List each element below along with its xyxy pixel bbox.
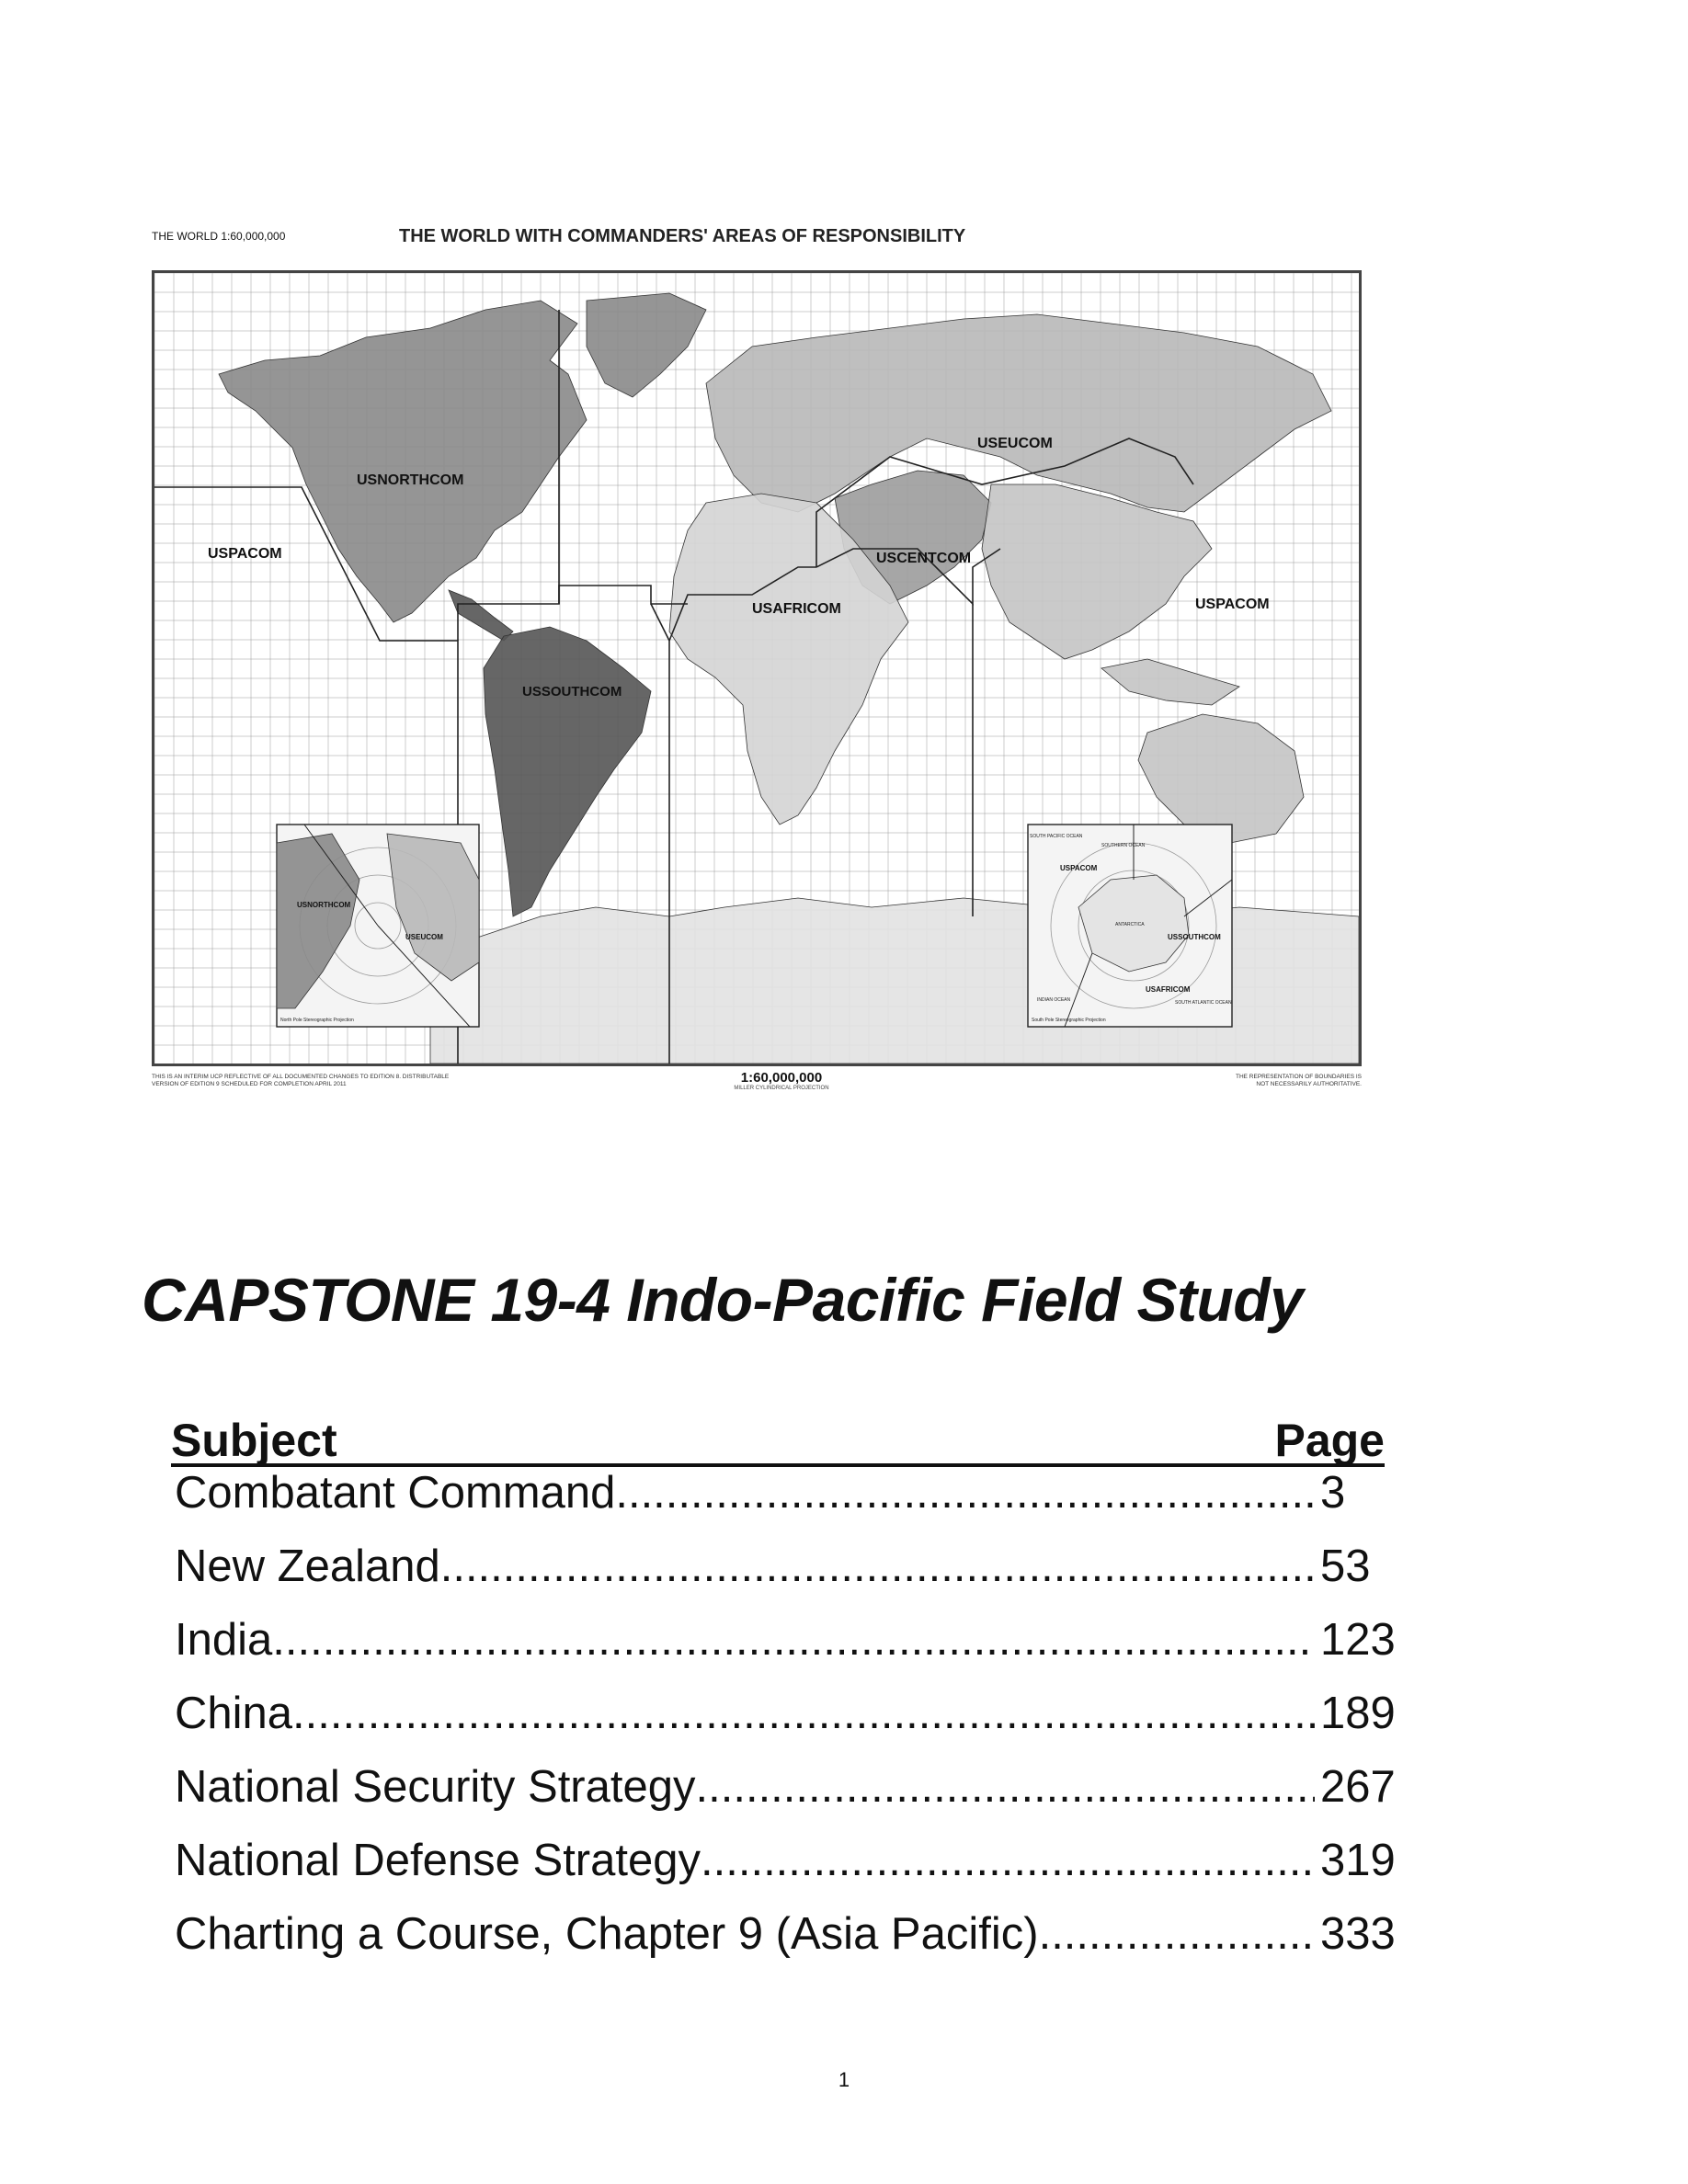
table-of-contents [171, 1405, 1412, 1982]
inset-south-label-south-pacific: SOUTH PACIFIC OCEAN [1030, 834, 1083, 839]
toc-entry-page: 333 [1320, 1909, 1396, 1959]
toc-entry-page: 189 [1320, 1689, 1396, 1738]
toc-entry [175, 1467, 1315, 1519]
inset-south-label-indian-ocean: INDIAN OCEAN [1037, 997, 1071, 1003]
toc-dot-leader [272, 1614, 1315, 1666]
north-pole-inset [277, 825, 479, 1027]
toc-row [171, 1541, 1412, 1614]
map-title: THE WORLD WITH COMMANDERS' AREAS OF RESPONSIBILITY [399, 226, 966, 246]
toc-entry [175, 1541, 1315, 1592]
toc-entry [175, 1908, 1315, 1960]
inset-south-label-usafricom: USAFRICOM [1146, 985, 1191, 994]
greenland-shape [587, 293, 706, 397]
toc-entry [175, 1688, 1315, 1739]
document-title: CAPSTONE 19-4 Indo-Pacific Field Study [142, 1266, 1304, 1334]
toc-dot-leader [1039, 1908, 1315, 1960]
toc-row [171, 1614, 1412, 1688]
toc-entry-subject: New Zealand [175, 1541, 440, 1591]
eurasia-shape [706, 314, 1331, 512]
toc-dot-leader [701, 1835, 1315, 1886]
toc-dot-leader [615, 1467, 1315, 1519]
inset-south-label-ussouthcom: USSOUTHCOM [1168, 933, 1221, 941]
toc-entry [175, 1761, 1315, 1813]
toc-entry-subject: Combatant Command [175, 1468, 616, 1518]
toc-row [171, 1908, 1412, 1982]
inset-north-label-useucom: USEUCOM [405, 933, 443, 941]
inset-south-caption: South Pole Stereographic Projection [1032, 1018, 1106, 1023]
label-ussouthcom: USSOUTHCOM [522, 684, 622, 700]
toc-rows [171, 1467, 1412, 1982]
toc-entry-page: 267 [1320, 1762, 1396, 1812]
map-footnote-left: THIS IS AN INTERIM UCP REFLECTIVE OF ALL DOCUMENTED CHANGES TO EDITION 8. DISTRIBUTABLE VERSION OF EDITION 9 SCHEDULED FOR COMPLETION APRIL 2011 [152, 1074, 450, 1087]
label-useucom: USEUCOM [977, 436, 1053, 451]
world-map-graphic [154, 273, 1359, 1064]
toc-entry-page: 3 [1320, 1468, 1346, 1518]
toc-entry-page: 319 [1320, 1836, 1396, 1885]
southeast-asia-islands-shape [1101, 659, 1239, 705]
map-projection-text: MILLER CYLINDRICAL PROJECTION [734, 1086, 829, 1091]
inset-south-label-southern-ocean: SOUTHERN OCEAN [1101, 843, 1146, 848]
toc-entry-page: 123 [1320, 1615, 1396, 1665]
map-scale-header: THE WORLD 1:60,000,000 [152, 230, 286, 243]
toc-entry [175, 1614, 1315, 1666]
south-america-shape [484, 627, 651, 916]
label-usnorthcom: USNORTHCOM [357, 472, 464, 488]
page-number: 1 [838, 2068, 850, 2091]
toc-entry-subject: Charting a Course, Chapter 9 (Asia Pacific) [175, 1909, 1039, 1959]
toc-entry-subject: National Security Strategy [175, 1762, 696, 1812]
map-scale-text: 1:60,000,000 [740, 1070, 823, 1086]
label-uspacom-east: USPACOM [1195, 597, 1270, 612]
toc-row [171, 1688, 1412, 1761]
map-footnote-right: THE REPRESENTATION OF BOUNDARIES IS NOT NECESSARILY AUTHORITATIVE. [1236, 1074, 1362, 1087]
label-uscentcom: USCENTCOM [876, 551, 972, 566]
map-scale-footer [699, 1070, 864, 1091]
label-uspacom-west: USPACOM [208, 546, 282, 562]
toc-row [171, 1467, 1412, 1541]
toc-dot-leader [292, 1688, 1315, 1739]
toc-entry [175, 1835, 1315, 1886]
toc-entry-subject: India [175, 1615, 273, 1665]
north-america-shape [219, 301, 587, 622]
toc-row [171, 1835, 1412, 1908]
inset-north-caption: North Pole Stereographic Projection [280, 1018, 354, 1023]
inset-south-label-south-atlantic: SOUTH ATLANTIC OCEAN [1175, 1000, 1232, 1006]
toc-entry-subject: China [175, 1689, 293, 1738]
toc-header-page: Page [1274, 1415, 1385, 1466]
south-pole-inset [1028, 825, 1232, 1027]
toc-dot-leader [440, 1541, 1315, 1592]
toc-header-subject: Subject [171, 1415, 337, 1466]
inset-south-label-antarctica: ANTARCTICA [1115, 922, 1145, 927]
inset-south-label-uspacom: USPACOM [1060, 864, 1098, 872]
australia-shape [1138, 714, 1304, 843]
toc-entry-subject: National Defense Strategy [175, 1836, 701, 1885]
toc-dot-leader [696, 1761, 1316, 1813]
label-usafricom: USAFRICOM [752, 601, 841, 617]
toc-row [171, 1761, 1412, 1835]
world-map [152, 270, 1362, 1066]
toc-header [171, 1405, 1385, 1467]
inset-north-label-usnorthcom: USNORTHCOM [297, 901, 351, 909]
toc-entry-page: 53 [1320, 1541, 1371, 1591]
